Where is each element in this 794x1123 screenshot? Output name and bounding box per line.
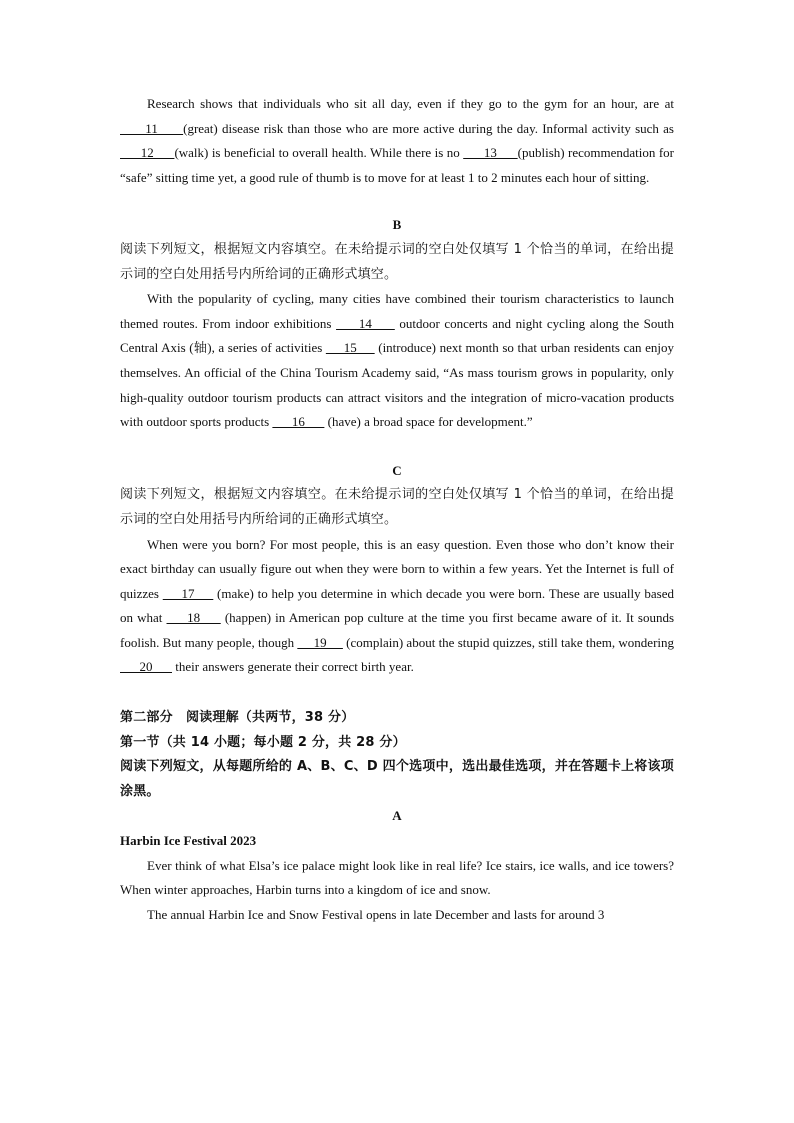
blank-16: 16 — [272, 414, 325, 430]
blank-18: 18 — [166, 610, 221, 626]
blank-20: 20 — [120, 659, 172, 675]
blank-14: 14 — [336, 315, 395, 331]
blank-11: 11 — [120, 120, 184, 136]
blank-13: 13 — [463, 145, 518, 161]
paragraph-text: (introduce) next month so that urban residents can enjoy themselves. An official of the China Tourism Academy said, “As mass tourism grows in popularity, only high-quality outdoor tourism products can attract visitors and the integration of micro-vacation products with outdoor sports products — [120, 340, 675, 430]
section-c-instruction: 阅读下列短文，根据短文内容填空。在未给提示词的空白处仅填写 1 个恰当的单词，在给出提示词的空白处用括号内所给词的正确形式填空。 — [120, 487, 674, 527]
paragraph-text: When were you born? For most people, this is an easy question. Even those who don’t know their exact birthday can usually figure out when they were born to within a few years. Yet the Internet is full of quizzes — [120, 536, 674, 601]
reading-a-heading: A — [392, 808, 402, 824]
paragraph-text: (happen) in American pop culture at the time you first became aware of it. It sounds foolish. But many people, though — [120, 610, 674, 650]
paragraph-text: Research shows that individuals who sit all day, even if they go to the gym for an hour, are at — [147, 96, 674, 111]
article-paragraph-2: The annual Harbin Ice and Snow Festival opens in late December and lasts for around 3 — [147, 906, 605, 922]
section-b-instruction: 阅读下列短文，根据短文内容填空。在未给提示词的空白处仅填写 1 个恰当的单词，在给出提示词的空白处用括号内所给词的正确形式填空。 — [120, 241, 674, 282]
paragraph-text: (great) disease risk than those who are more active during the day. Informal activity such as — [183, 120, 674, 136]
part-two-title: 第二部分 阅读理解（共两节，38 分） — [120, 710, 355, 726]
paragraph-text: (walk) is beneficial to overall health. While there is no — [174, 145, 464, 161]
paragraph-text: (have) a broad space for development.” — [324, 414, 533, 430]
paragraph-text: their answers generate their correct birth year. — [172, 659, 414, 675]
paragraph-text: (complain) about the stupid quizzes, still take them, wondering — [342, 634, 675, 650]
section-b-heading: B — [392, 217, 402, 233]
paragraph-text: (make) to help you determine in which decade you were born. These are usually based on what — [120, 585, 675, 626]
part-two-subtitle: 第一节（共 14 小题；每小题 2 分，共 28 分） — [120, 734, 406, 750]
blank-17: 17 — [162, 585, 214, 601]
blank-19: 19 — [297, 634, 343, 650]
article-title: Harbin Ice Festival 2023 — [120, 833, 257, 849]
blank-15: 15 — [325, 340, 375, 356]
article-paragraph-1: Ever think of what Elsa’s ice palace might look like in real life? Ice stairs, ice walls, and ice towers? When winter approaches, Harbin turns into a kingdom of ice and snow. — [120, 857, 674, 898]
cloze-paragraph-b — [120, 287, 674, 435]
cloze-paragraph-c — [120, 533, 674, 681]
part-two-instruction: 阅读下列短文，从每题所给的 A、B、C、D 四个选项中，选出最佳选项，并在答题卡上将该项涂黑。 — [120, 759, 674, 799]
blank-12: 12 — [120, 145, 175, 161]
cloze-paragraph-a — [120, 92, 674, 190]
paragraph-text: With the popularity of cycling, many cities have combined their tourism characteristics to launch themed routes. From indoor exhibitions — [120, 291, 674, 331]
section-c-heading: C — [392, 462, 402, 478]
paragraph-text: (publish) recommendation for “safe” sitting time yet, a good rule of thumb is to move for at least 1 to 2 minutes each hour of sitting. — [120, 145, 675, 185]
document-page — [120, 92, 674, 927]
paragraph-text: outdoor concerts and night cycling along the South Central Axis (轴), a series of activities — [120, 315, 675, 356]
